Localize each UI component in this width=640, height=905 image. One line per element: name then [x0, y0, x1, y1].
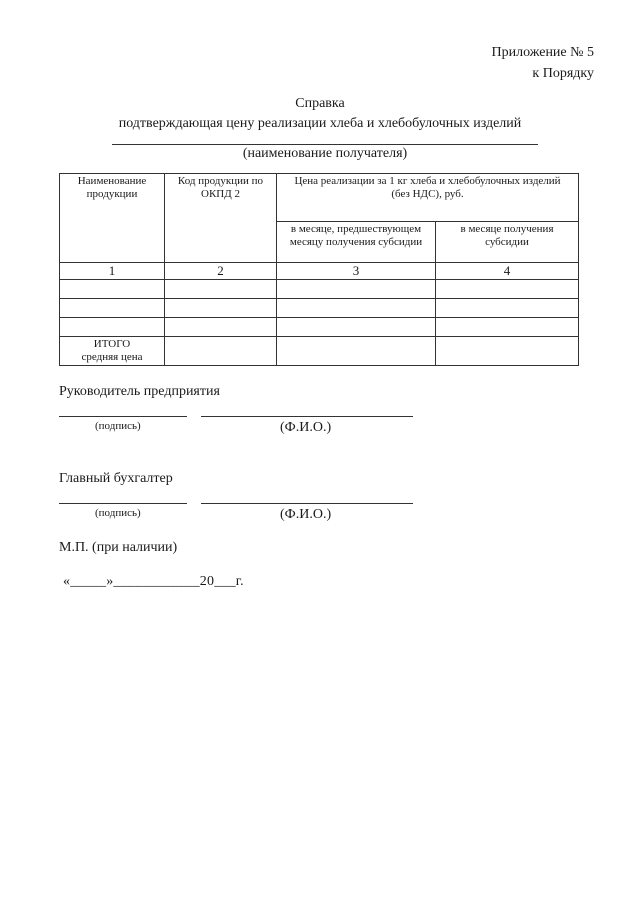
title-subtitle: подтверждающая цену реализации хлеба и хлебобулочных изделий: [118, 116, 522, 131]
table-cell[interactable]: [60, 280, 165, 299]
director-name-caption: (Ф.И.О.): [280, 420, 332, 435]
header-price-note: (без НДС), руб.: [391, 188, 464, 200]
table-header-row: [60, 174, 579, 222]
table-cell[interactable]: [165, 280, 277, 299]
table-cell[interactable]: [436, 280, 579, 299]
column-number: 1: [60, 263, 165, 280]
table-cell[interactable]: [436, 318, 579, 337]
header-code: Код продукции по ОКПД 2: [165, 174, 277, 263]
accountant-signature-caption: (подпись): [95, 507, 141, 519]
header-prev-month: в месяце, предшествующем месяцу получения субсидии: [277, 222, 436, 263]
table-cell[interactable]: [277, 299, 436, 318]
table-cell[interactable]: [165, 318, 277, 337]
director-signature-line[interactable]: [59, 416, 187, 417]
table-cell[interactable]: [60, 299, 165, 318]
document-title: [0, 94, 640, 134]
table-row: [60, 299, 579, 318]
table-cell[interactable]: [165, 337, 277, 366]
header-product: Наименование продукции: [60, 174, 165, 263]
table-cell[interactable]: [277, 280, 436, 299]
director-name-line[interactable]: [201, 416, 413, 417]
table-cell[interactable]: [60, 318, 165, 337]
date-field[interactable]: «_____»____________20___г.: [63, 574, 244, 589]
column-number: 3: [277, 263, 436, 280]
total-label-line2: средняя цена: [81, 351, 143, 363]
appendix-number: Приложение № 5: [491, 45, 594, 60]
table-row: [60, 280, 579, 299]
table-cell[interactable]: [277, 318, 436, 337]
director-label: Руководитель предприятия: [59, 384, 220, 399]
table-cell[interactable]: [436, 337, 579, 366]
total-label: [60, 337, 165, 366]
recipient-field-line[interactable]: [112, 144, 538, 145]
table-cell[interactable]: [436, 299, 579, 318]
header-price-group: [277, 174, 579, 222]
column-number: 2: [165, 263, 277, 280]
accountant-signature-line[interactable]: [59, 503, 187, 504]
column-number: 4: [436, 263, 579, 280]
price-table: [59, 173, 579, 366]
table-cell[interactable]: [165, 299, 277, 318]
appendix-reference: к Порядку: [532, 66, 594, 81]
title-main: Справка: [295, 96, 345, 111]
table-total-row: [60, 337, 579, 366]
accountant-name-line[interactable]: [201, 503, 413, 504]
total-label-line1: ИТОГО: [93, 338, 131, 350]
accountant-label: Главный бухгалтер: [59, 471, 173, 486]
table-number-row: [60, 263, 579, 280]
header-price-title: Цена реализации за 1 кг хлеба и хлебобулочных изделий: [294, 175, 561, 187]
header-curr-month: в месяце получения субсидии: [436, 222, 579, 263]
table-row: [60, 318, 579, 337]
table-cell[interactable]: [277, 337, 436, 366]
appendix-header: [492, 42, 595, 84]
recipient-caption: (наименование получателя): [242, 146, 408, 161]
accountant-name-caption: (Ф.И.О.): [280, 507, 332, 522]
stamp-label: М.П. (при наличии): [59, 540, 178, 555]
director-signature-caption: (подпись): [95, 420, 141, 432]
